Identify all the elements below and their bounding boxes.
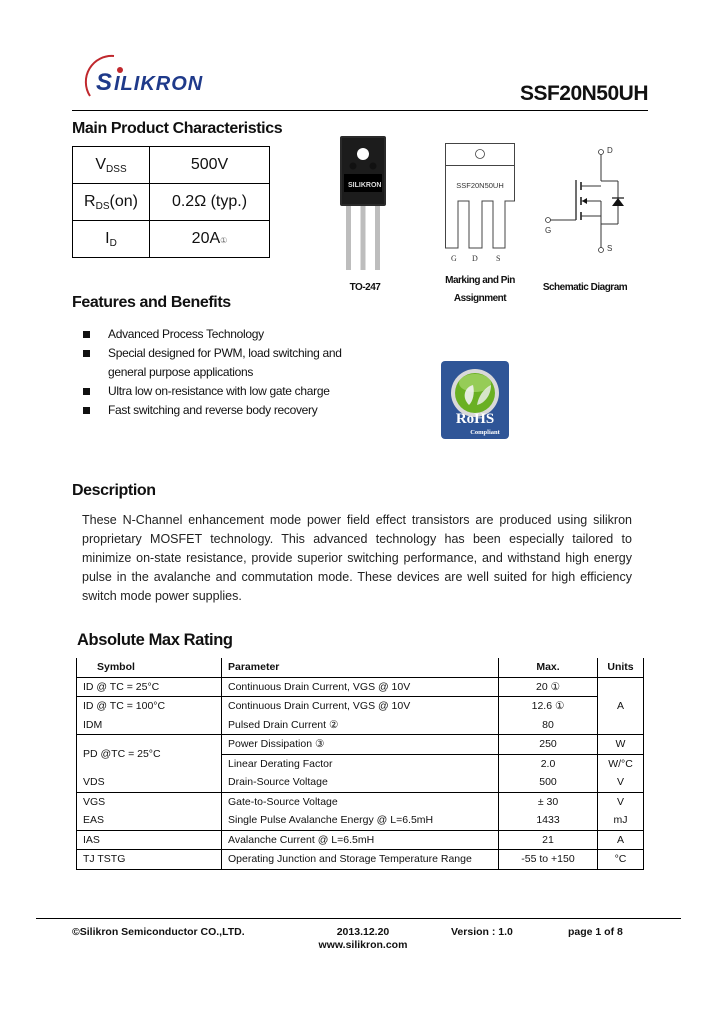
table-row bbox=[77, 792, 644, 811]
cell-max: 2.0 bbox=[499, 754, 598, 773]
gate-label: G bbox=[545, 226, 552, 235]
table-row bbox=[77, 830, 644, 850]
square-bullet-icon bbox=[83, 331, 90, 338]
cell-parameter: Continuous Drain Current, VGS @ 10V bbox=[222, 697, 499, 716]
cell-parameter: Avalanche Current @ L=6.5mH bbox=[222, 830, 499, 850]
cell-units: V bbox=[598, 773, 644, 792]
cell-max: ± 30 bbox=[499, 792, 598, 811]
cell-symbol: EAS bbox=[77, 811, 222, 830]
footer-divider bbox=[36, 918, 681, 919]
pin-label-s: S bbox=[496, 254, 501, 263]
cell-symbol: ID @ TC = 25°C bbox=[77, 677, 222, 697]
cell-parameter: Power Dissipation ③ bbox=[222, 735, 499, 755]
cell-units: A bbox=[598, 830, 644, 850]
char-row-id bbox=[73, 221, 270, 258]
char-value: 500V bbox=[150, 147, 270, 184]
pin-label-g: G bbox=[451, 254, 457, 263]
char-row-vdss bbox=[73, 147, 270, 184]
cell-max: 1433 bbox=[499, 811, 598, 830]
cell-symbol: VGS bbox=[77, 792, 222, 811]
package-caption: TO-247 bbox=[349, 282, 381, 293]
cell-max: 21 bbox=[499, 830, 598, 850]
svg-text:RoHS: RoHS bbox=[455, 411, 495, 427]
mosfet-schematic bbox=[540, 146, 630, 256]
cell-parameter: Operating Junction and Storage Temperature Range bbox=[222, 850, 499, 870]
cell-max: 12.6 ① bbox=[499, 697, 598, 716]
footer-copyright: ©Silikron Semiconductor CO.,LTD. bbox=[72, 926, 245, 938]
cell-parameter: Single Pulse Avalanche Energy @ L=6.5mH bbox=[222, 811, 499, 830]
description-text: These N-Channel enhancement mode power field effect transistors are produced using silikron proprietary MOSFET technology. This advanced technology has been especially tailored to minimize on-state resistance, provide superior switching performance, and withstand high energy pulse in the avalanche and commutation mode. These devices are well suited for high efficiency switch mode power supplies. bbox=[82, 513, 632, 603]
abs-max-title: Absolute Max Rating bbox=[77, 631, 233, 649]
cell-symbol: PD @TC = 25°C bbox=[77, 735, 222, 774]
schematic-caption: Schematic Diagram bbox=[542, 282, 628, 293]
footer-website[interactable]: www.silikron.com bbox=[318, 939, 408, 951]
table-row bbox=[77, 716, 644, 735]
cell-parameter: Linear Derating Factor bbox=[222, 754, 499, 773]
marking-text: SSF20N50UH bbox=[456, 181, 504, 190]
cell-parameter: Pulsed Drain Current ② bbox=[222, 716, 499, 735]
footer-date: 2013.12.20 bbox=[336, 926, 390, 938]
cell-units: A bbox=[598, 677, 644, 735]
col-header-symbol: Symbol bbox=[77, 658, 222, 677]
marking-caption: Marking and Pin Assignment bbox=[445, 275, 515, 304]
rohs-compliant-badge bbox=[441, 361, 509, 439]
abs-max-rating-table bbox=[76, 658, 644, 870]
cell-parameter: Gate-to-Source Voltage bbox=[222, 792, 499, 811]
silikron-logo bbox=[84, 52, 214, 102]
features-list bbox=[80, 325, 380, 420]
col-header-parameter: Parameter bbox=[222, 658, 499, 677]
marking-diagram bbox=[445, 143, 515, 268]
main-characteristics-title: Main Product Characteristics bbox=[72, 120, 283, 137]
cell-parameter: Continuous Drain Current, VGS @ 10V bbox=[222, 677, 499, 697]
footer-version: Version : 1.0 bbox=[451, 926, 513, 938]
feature-item: Ultra low on-resistance with low gate charge bbox=[80, 382, 380, 401]
col-header-units: Units bbox=[598, 658, 644, 677]
char-row-rdson bbox=[73, 184, 270, 221]
cell-symbol: VDS bbox=[77, 773, 222, 792]
description-title: Description bbox=[72, 482, 156, 499]
char-value: 0.2Ω (typ.) bbox=[150, 184, 270, 221]
table-row bbox=[77, 811, 644, 830]
cell-symbol: IDM bbox=[77, 716, 222, 735]
square-bullet-icon bbox=[83, 407, 90, 414]
table-header-row bbox=[77, 658, 644, 677]
cell-symbol: TJ TSTG bbox=[77, 850, 222, 870]
cell-units: °C bbox=[598, 850, 644, 870]
char-value: 20A① bbox=[150, 221, 270, 258]
features-title: Features and Benefits bbox=[72, 294, 231, 311]
svg-text:SILIKRON: SILIKRON bbox=[348, 182, 382, 189]
drain-label: D bbox=[607, 146, 613, 155]
cell-max: -55 to +150 bbox=[499, 850, 598, 870]
table-row bbox=[77, 735, 644, 755]
cell-units: mJ bbox=[598, 811, 644, 830]
svg-text:Compliant: Compliant bbox=[470, 429, 500, 436]
cell-max: 500 bbox=[499, 773, 598, 792]
footer-date-site bbox=[318, 926, 408, 952]
to247-package-image bbox=[340, 136, 386, 276]
feature-item: Advanced Process Technology bbox=[80, 325, 380, 344]
cell-parameter: Drain-Source Voltage bbox=[222, 773, 499, 792]
cell-max: 20 ① bbox=[499, 677, 598, 697]
char-symbol: $R_{DS}(on)$ bbox=[73, 184, 150, 221]
feature-item: Special designed for PWM, load switching and general purpose applications bbox=[80, 344, 380, 382]
cell-symbol: ID @ TC = 100°C bbox=[77, 697, 222, 716]
footer-page-number: page 1 of 8 bbox=[568, 926, 623, 938]
main-characteristics-table bbox=[72, 146, 270, 258]
svg-text:S: S bbox=[96, 69, 113, 96]
header-divider bbox=[72, 110, 648, 111]
table-row bbox=[77, 677, 644, 697]
part-number: SSF20N50UH bbox=[519, 82, 648, 105]
char-symbol: $I_D$ bbox=[73, 221, 150, 258]
square-bullet-icon bbox=[83, 388, 90, 395]
cell-symbol: IAS bbox=[77, 830, 222, 850]
cell-units: W/°C bbox=[598, 754, 644, 773]
svg-text:ILIKRON: ILIKRON bbox=[114, 73, 204, 95]
cell-max: 250 bbox=[499, 735, 598, 755]
cell-units: V bbox=[598, 792, 644, 811]
col-header-max: Max. bbox=[499, 658, 598, 677]
cell-units: W bbox=[598, 735, 644, 755]
table-row bbox=[77, 773, 644, 792]
source-label: S bbox=[607, 244, 613, 253]
char-symbol: $V_{DSS}$ bbox=[73, 147, 150, 184]
feature-item: Fast switching and reverse body recovery bbox=[80, 401, 380, 420]
pin-label-d: D bbox=[472, 254, 478, 263]
table-row bbox=[77, 697, 644, 716]
cell-max: 80 bbox=[499, 716, 598, 735]
square-bullet-icon bbox=[83, 350, 90, 357]
table-row bbox=[77, 850, 644, 870]
